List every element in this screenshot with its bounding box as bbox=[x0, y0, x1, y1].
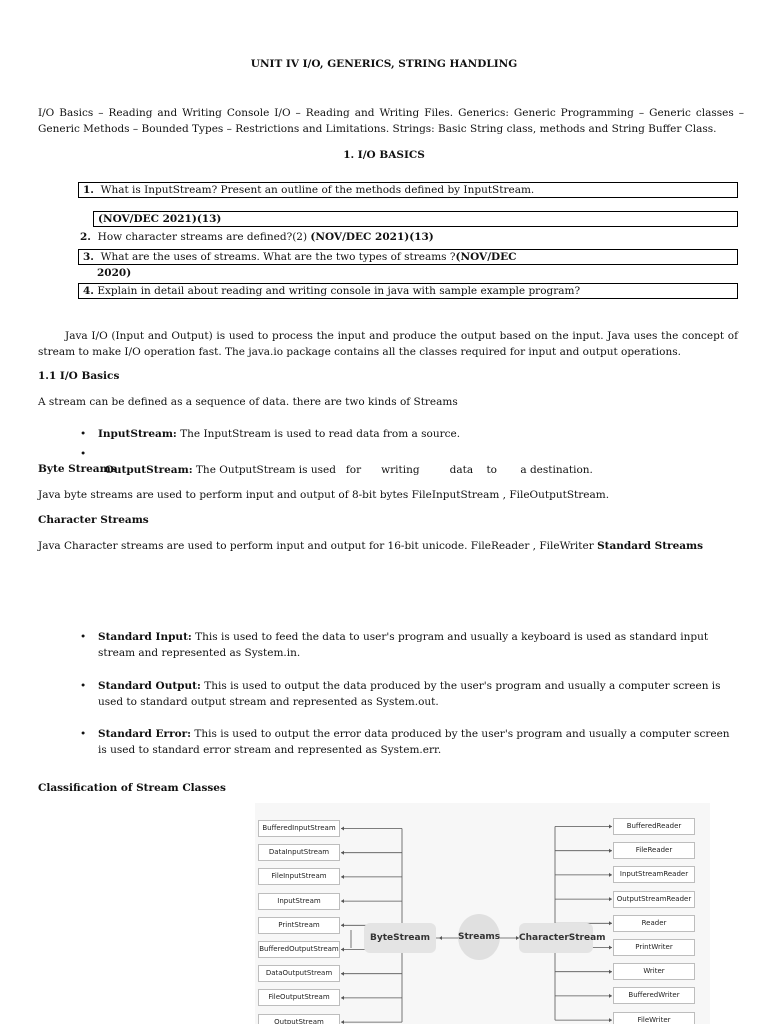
character-streams-heading: Character Streams bbox=[38, 514, 149, 526]
connector-arrowhead bbox=[341, 827, 344, 831]
connector-arrowhead bbox=[341, 899, 344, 903]
connector-arrowhead bbox=[609, 873, 612, 877]
bullet-inputstream-label: InputStream: bbox=[98, 428, 177, 440]
connector-arrowhead bbox=[341, 923, 344, 927]
diagram-node-datainputstream: DataInputStream bbox=[258, 844, 340, 861]
question-3-mark: (NOV/DEC bbox=[455, 251, 517, 263]
standard-error-text: This is used to output the error data produced by the user's program and usually a computer screen is used to standard error stream and represented as System.err. bbox=[98, 728, 730, 756]
connector-arrowhead bbox=[341, 1020, 344, 1024]
diagram-node-inputstream: InputStream bbox=[258, 893, 340, 910]
diagram-node-printwriter: PrintWriter bbox=[613, 939, 695, 956]
byte-streams-text: Java byte streams are used to perform input and output of 8-bit bytes FileInputStream , FileOutputStream. bbox=[38, 489, 610, 501]
standard-input-text: This is used to feed the data to user's program and usually a keyboard is used as standard input stream and represented as System.in. bbox=[98, 631, 709, 659]
connector-arrowhead bbox=[341, 972, 344, 976]
bullet-standard-input bbox=[80, 630, 740, 662]
diagram-node-bufferedreader: BufferedReader bbox=[613, 818, 695, 835]
diagram-node-filewriter: FileWriter bbox=[613, 1012, 695, 1024]
subsection-heading: 1.1 I/O Basics bbox=[38, 370, 120, 382]
intro-paragraph bbox=[38, 329, 738, 361]
diagram-node-bufferedwriter: BufferedWriter bbox=[613, 987, 695, 1004]
question-2-mark: (NOV/DEC 2021)(13) bbox=[310, 231, 434, 243]
diagram-node-fileoutputstream: FileOutputStream bbox=[258, 989, 340, 1006]
standard-error-label: Standard Error: bbox=[98, 728, 192, 740]
standard-input-label: Standard Input: bbox=[98, 631, 192, 643]
connector-arrowhead bbox=[609, 897, 612, 901]
standard-output-text: This is used to output the data produced by the user's program and usually a computer screen is used to standard output stream and represented as System.out. bbox=[98, 680, 721, 708]
bullet-standard-error bbox=[80, 727, 740, 759]
connector-arrowhead bbox=[609, 970, 612, 974]
connector-arrowhead bbox=[609, 1018, 612, 1022]
page-title: UNIT IV I/O, GENERICS, STRING HANDLING bbox=[250, 58, 518, 70]
diagram-node-writer: Writer bbox=[613, 963, 695, 980]
byte-streams-heading: Byte Streams bbox=[38, 463, 117, 475]
standard-output-label: Standard Output: bbox=[98, 680, 201, 692]
question-4-text: Explain in detail about reading and writing console in java with sample example program? bbox=[97, 285, 581, 297]
connector-arrowhead bbox=[341, 948, 344, 952]
connector-arrowhead bbox=[609, 825, 612, 829]
question-1-box bbox=[78, 182, 738, 198]
connector-arrowhead bbox=[609, 921, 612, 925]
connector-arrowhead bbox=[341, 875, 344, 879]
unit-syllabus: I/O Basics – Reading and Writing Console I/O – Reading and Writing Files. Generics: Generic Programming – Generic classes – Generic Methods – Bounded Types – Restrictions and Limitations. Strings: Basic String class, methods and String Buffer Class. bbox=[38, 107, 744, 135]
diagram-node-fileinputstream: FileInputStream bbox=[258, 868, 340, 885]
question-3-number: 3. bbox=[83, 251, 94, 263]
characterstream-node: CharacterStream bbox=[519, 923, 593, 953]
connector-arrowhead bbox=[609, 946, 612, 950]
diagram-node-inputstreamreader: InputStreamReader bbox=[613, 866, 695, 883]
question-1-mark: (NOV/DEC 2021)(13) bbox=[98, 213, 222, 225]
character-streams-text bbox=[38, 539, 738, 555]
diagram-node-bufferedoutputstream: BufferedOutputStream bbox=[258, 941, 340, 958]
stream-definition: A stream can be defined as a sequence of data. there are two kinds of Streams bbox=[38, 396, 458, 408]
diagram-node-printstream: PrintStream bbox=[258, 917, 340, 934]
question-1-text: What is InputStream? Present an outline of the methods defined by InputStream. bbox=[100, 184, 535, 196]
question-1-number: 1. bbox=[83, 184, 94, 196]
bullet-standard-output bbox=[80, 679, 740, 711]
question-2-number: 2. bbox=[80, 231, 91, 243]
question-3-box bbox=[78, 249, 738, 265]
bullet-outputstream-text: The OutputStream is used for writing data to a destination. bbox=[192, 463, 593, 476]
classification-heading: Classification of Stream Classes bbox=[38, 782, 226, 794]
bullet-inputstream bbox=[80, 427, 740, 443]
connector-arrowhead bbox=[609, 849, 612, 853]
standard-streams-heading: Standard Streams bbox=[597, 540, 704, 552]
diagram-node-reader: Reader bbox=[613, 915, 695, 932]
question-4-box bbox=[78, 283, 738, 299]
intro-paragraph-text: Java I/O (Input and Output) is used to process the input and produce the output based on the input. Java uses the concept of stream to make I/O operation fast. The java.io package contains all the classes required for input and output operations. bbox=[38, 330, 738, 358]
question-2-text: How character streams are defined?(2) bbox=[97, 231, 311, 243]
stream-classification-diagram bbox=[255, 803, 710, 1024]
question-3-mark-year: 2020) bbox=[97, 267, 132, 279]
diagram-node-outputstreamreader: OutputStreamReader bbox=[613, 891, 695, 908]
question-2 bbox=[80, 230, 740, 244]
streams-node: Streams bbox=[458, 914, 500, 960]
connector-arrowhead bbox=[341, 851, 344, 855]
connector-arrowhead bbox=[439, 936, 442, 940]
connector-arrowhead bbox=[609, 994, 612, 998]
bullet-inputstream-text: The InputStream is used to read data from a source. bbox=[176, 428, 461, 440]
connector-arrowhead bbox=[341, 996, 344, 1000]
section-title: 1. I/O BASICS bbox=[343, 149, 425, 161]
question-1-mark-box bbox=[93, 211, 738, 227]
diagram-node-filereader: FileReader bbox=[613, 842, 695, 859]
character-streams-body: Java Character streams are used to perform input and output for 16-bit unicode. FileReader , FileWriter bbox=[38, 540, 598, 552]
question-3-mark-cont bbox=[97, 266, 131, 280]
diagram-node-dataoutputstream: DataOutputStream bbox=[258, 965, 340, 982]
bytestream-node: ByteStream bbox=[364, 923, 436, 953]
question-4-number: 4. bbox=[83, 285, 94, 297]
diagram-node-outputstream: OutputStream bbox=[258, 1014, 340, 1024]
diagram-node-bufferedinputstream: BufferedInputStream bbox=[258, 820, 340, 837]
bullet-outputstream-label: OutputStream: bbox=[104, 463, 193, 476]
question-3-text: What are the uses of streams. What are the two types of streams ? bbox=[100, 251, 456, 263]
